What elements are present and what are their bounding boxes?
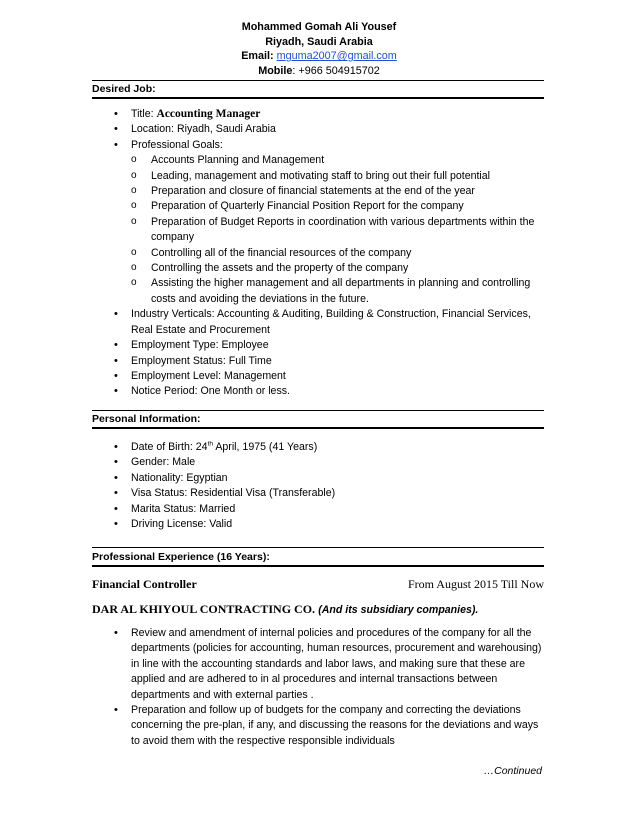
continued-note: …Continued bbox=[483, 765, 542, 777]
desired-title-value: Accounting Manager bbox=[156, 108, 261, 120]
list-item: • Employment Level: Management bbox=[92, 369, 544, 384]
company-line bbox=[92, 602, 544, 617]
list-item: • Driving License: Valid bbox=[92, 517, 544, 532]
goal-item: o Accounts Planning and Management bbox=[131, 153, 544, 168]
section-rule bbox=[92, 80, 544, 81]
experience-heading: Professional Experience (16 Years): bbox=[92, 551, 544, 567]
company-subsidiaries: (And its subsidiary companies). bbox=[318, 604, 479, 616]
list-item: • Professional Goals: o Accounts Planning and Management o Leading, management and motivating staff to bring out their full potential o Preparation and closure of financial statements at the end of the year o Preparation of Quarterly Financial Position Report for the company o Preparation of Budget Reports in coordination with various departments within the company o Controlling all of the financial resources of the company o Controlling the assets and the property of the company o Assisting the higher management and all departments in planning and controlling costs and avoiding the deviations in the future. bbox=[92, 138, 544, 307]
goal-item: o Assisting the higher management and all departments in planning and controlling costs and avoiding the deviations in the future. bbox=[131, 276, 544, 307]
goal-item: o Preparation of Quarterly Financial Position Report for the company bbox=[131, 199, 544, 214]
personal-heading: Personal Information: bbox=[92, 413, 544, 429]
desired-job-list bbox=[92, 107, 544, 400]
list-item: • Industry Verticals: Accounting & Auditing, Building & Construction, Financial Services, Real Estate and Procurement bbox=[92, 307, 544, 338]
job-dates: From August 2015 Till Now bbox=[407, 577, 544, 591]
personal-list bbox=[92, 440, 544, 532]
goal-item: o Controlling the assets and the property of the company bbox=[131, 261, 544, 276]
list-item: • Marita Status: Married bbox=[92, 502, 544, 517]
list-item: • Employment Type: Employee bbox=[92, 338, 544, 353]
list-item: • Notice Period: One Month or less. bbox=[92, 384, 544, 399]
desired-job-heading: Desired Job: bbox=[92, 83, 544, 99]
candidate-city: Riyadh, Saudi Arabia bbox=[265, 35, 373, 48]
job-title: Financial Controller bbox=[92, 577, 197, 591]
candidate-name: Mohammed Gomah Ali Yousef bbox=[241, 21, 397, 33]
list-item: • Nationality: Egyptian bbox=[92, 471, 544, 486]
job-header bbox=[92, 577, 544, 592]
list-item: • Gender: Male bbox=[92, 455, 544, 470]
duties-list bbox=[92, 626, 544, 749]
section-rule bbox=[92, 547, 544, 548]
goal-item: o Preparation of Budget Reports in coordination with various departments within the company bbox=[131, 215, 544, 246]
company-name: DAR AL KHIYOUL CONTRACTING CO. bbox=[92, 602, 316, 616]
goals-list bbox=[131, 153, 544, 307]
contact-header bbox=[0, 20, 638, 78]
list-item: • Location: Riyadh, Saudi Arabia bbox=[92, 122, 544, 137]
goal-item: o Leading, management and motivating staff to bring out their full potential bbox=[131, 169, 544, 184]
goal-item: o Controlling all of the financial resources of the company bbox=[131, 246, 544, 261]
email-label: Email bbox=[241, 50, 270, 62]
list-item: • Preparation and follow up of budgets for the company and correcting the deviations concerning the pre-plan, if any, and discussing the reasons for the deviations and ways to avoid them with the respective responsible individuals bbox=[92, 703, 544, 749]
email-line: Email: mguma2007@gmail.com bbox=[241, 50, 397, 62]
list-item: • Visa Status: Residential Visa (Transferable) bbox=[92, 486, 544, 501]
goal-item: o Preparation and closure of financial statements at the end of the year bbox=[131, 184, 544, 199]
email-link[interactable]: mguma2007@gmail.com bbox=[276, 50, 397, 62]
section-rule bbox=[92, 410, 544, 411]
mobile-line: Mobile: +966 504915702 bbox=[258, 64, 380, 77]
mobile-number: +966 504915702 bbox=[298, 64, 380, 77]
mobile-label: Mobile bbox=[258, 64, 293, 77]
list-item: • Date of Birth: 24th April, 1975 (41 Years) bbox=[92, 440, 544, 455]
list-item: • Employment Status: Full Time bbox=[92, 354, 544, 369]
list-item: • Title: Accounting Manager bbox=[92, 107, 544, 122]
list-item: • Review and amendment of internal policies and procedures of the company for all the departments (policies for accounting, human resources, procurement and warehousing) in line with the accounting standards and labor laws, and making sure that these are applied and are adhered to in al procedures and internal transactions between departments and with external parties . bbox=[92, 626, 544, 703]
